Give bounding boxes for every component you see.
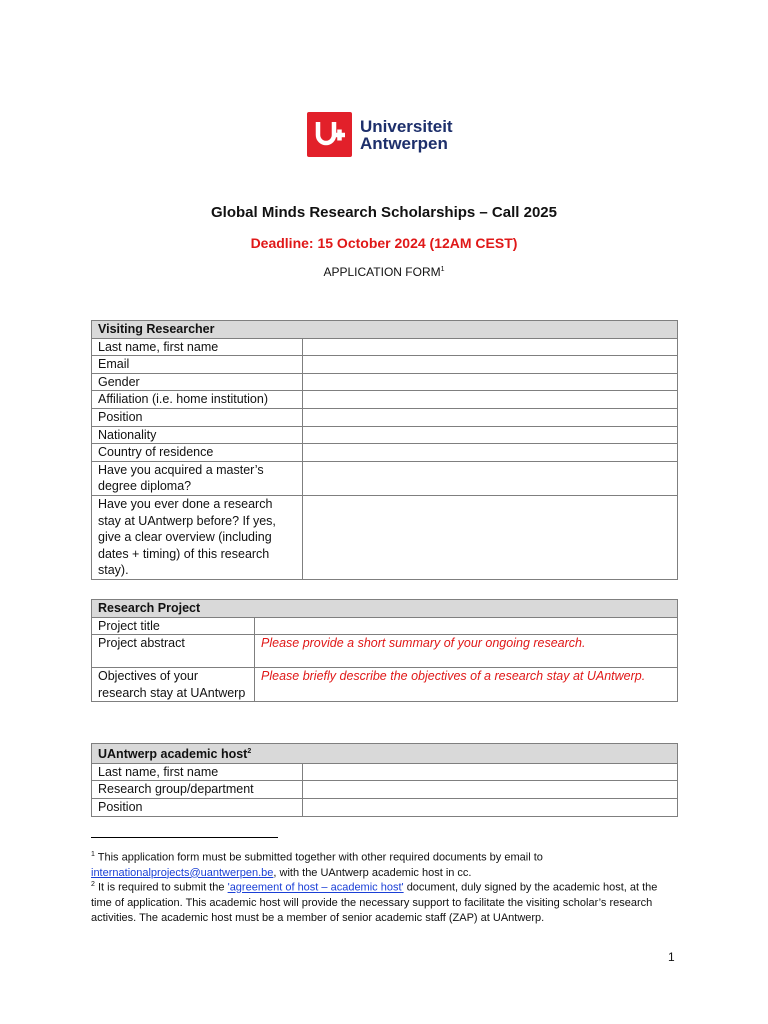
table-row [92,461,678,495]
objectives-input-cell[interactable]: Please briefly describe the objectives of a research stay at UAntwerp. [255,668,678,702]
footnote-text: document, duly signed by the academic host, at the time of application. This academic host will provide the necessary support to facilitate the visiting scholar’s research activities. The academic host must be a member of senior academic staff (ZAP) at UAntwerp. [91,881,658,924]
table-row [92,391,678,409]
email-link[interactable]: internationalprojects@uantwerpen.be [91,866,274,879]
section-heading: Visiting Researcher [92,321,678,339]
footnote-2 [91,877,681,926]
email-input-cell[interactable] [303,356,678,374]
field-label: Nationality [92,426,303,444]
affiliation-input-cell[interactable] [303,391,678,409]
field-label: Have you ever done a research stay at UAntwerp before? If yes, give a clear overview (including dates + timing) of this research stay). [92,495,303,579]
academic-host-table [91,743,678,817]
agreement-document-link[interactable]: 'agreement of host – academic host' [227,881,404,894]
project-title-input-cell[interactable] [255,617,678,635]
visiting-researcher-table [91,320,678,580]
deadline-text: Deadline: 15 October 2024 (12AM CEST) [250,235,518,251]
section-heading: Research Project [92,600,678,618]
field-label: Gender [92,373,303,391]
field-label: Affiliation (i.e. home institution) [92,391,303,409]
research-project-table [91,599,678,702]
position-input-cell[interactable] [303,408,678,426]
table-row [92,617,678,635]
form-label-text: APPLICATION FORM [323,265,441,279]
table-row [92,635,678,668]
nationality-input-cell[interactable] [303,426,678,444]
masters-input-cell[interactable] [303,461,678,495]
field-label: Objectives of your research stay at UAntwerp [92,668,255,702]
residence-input-cell[interactable] [303,444,678,462]
field-label: Last name, first name [92,763,303,781]
document-title: Global Minds Research Scholarships – Call 2025 [211,204,557,221]
gender-input-cell[interactable] [303,373,678,391]
footnote-ref-1: 1 [440,266,445,273]
previous-stay-input-cell[interactable] [303,495,678,579]
section-heading [92,744,678,764]
table-row [92,373,678,391]
footnote-mark: 2 [91,881,95,888]
university-logo [307,112,453,157]
host-name-input-cell[interactable] [303,763,678,781]
table-row [92,763,678,781]
footnote-text: This application form must be submitted together with other required documents by email to [97,851,543,864]
field-label: Research group/department [92,781,303,799]
table-row [92,356,678,374]
field-label: Email [92,356,303,374]
logo-line-2: Antwerpen [360,133,448,153]
footnote-divider [91,837,278,838]
field-label: Country of residence [92,444,303,462]
host-department-input-cell[interactable] [303,781,678,799]
field-label: Project abstract [92,635,255,668]
heading-text: UAntwerp academic host [98,747,248,762]
table-row [92,338,678,356]
footnote-ref-2: 2 [247,748,252,755]
uantwerpen-logo-icon [307,112,352,157]
name-input-cell[interactable] [303,338,678,356]
table-row [92,668,678,702]
table-row [92,495,678,579]
footnote-text: , with the UAntwerp academic host in cc. [273,866,472,879]
logo-line-1: Universiteit [360,116,453,136]
page-number: 1 [668,950,675,964]
table-row [92,781,678,799]
footnote-mark: 1 [91,851,95,858]
host-position-input-cell[interactable] [303,798,678,816]
table-row [92,426,678,444]
project-abstract-input-cell[interactable]: Please provide a short summary of your ongoing research. [255,635,678,668]
table-row [92,798,678,816]
field-label: Position [92,408,303,426]
field-label: Last name, first name [92,338,303,356]
table-row [92,444,678,462]
field-label: Project title [92,617,255,635]
field-label: Position [92,798,303,816]
application-form-label [0,265,768,279]
table-row [92,408,678,426]
field-label: Have you acquired a master’s degree diploma? [92,461,303,495]
footnote-1 [91,847,681,881]
footnote-text: It is required to submit the [97,881,225,894]
